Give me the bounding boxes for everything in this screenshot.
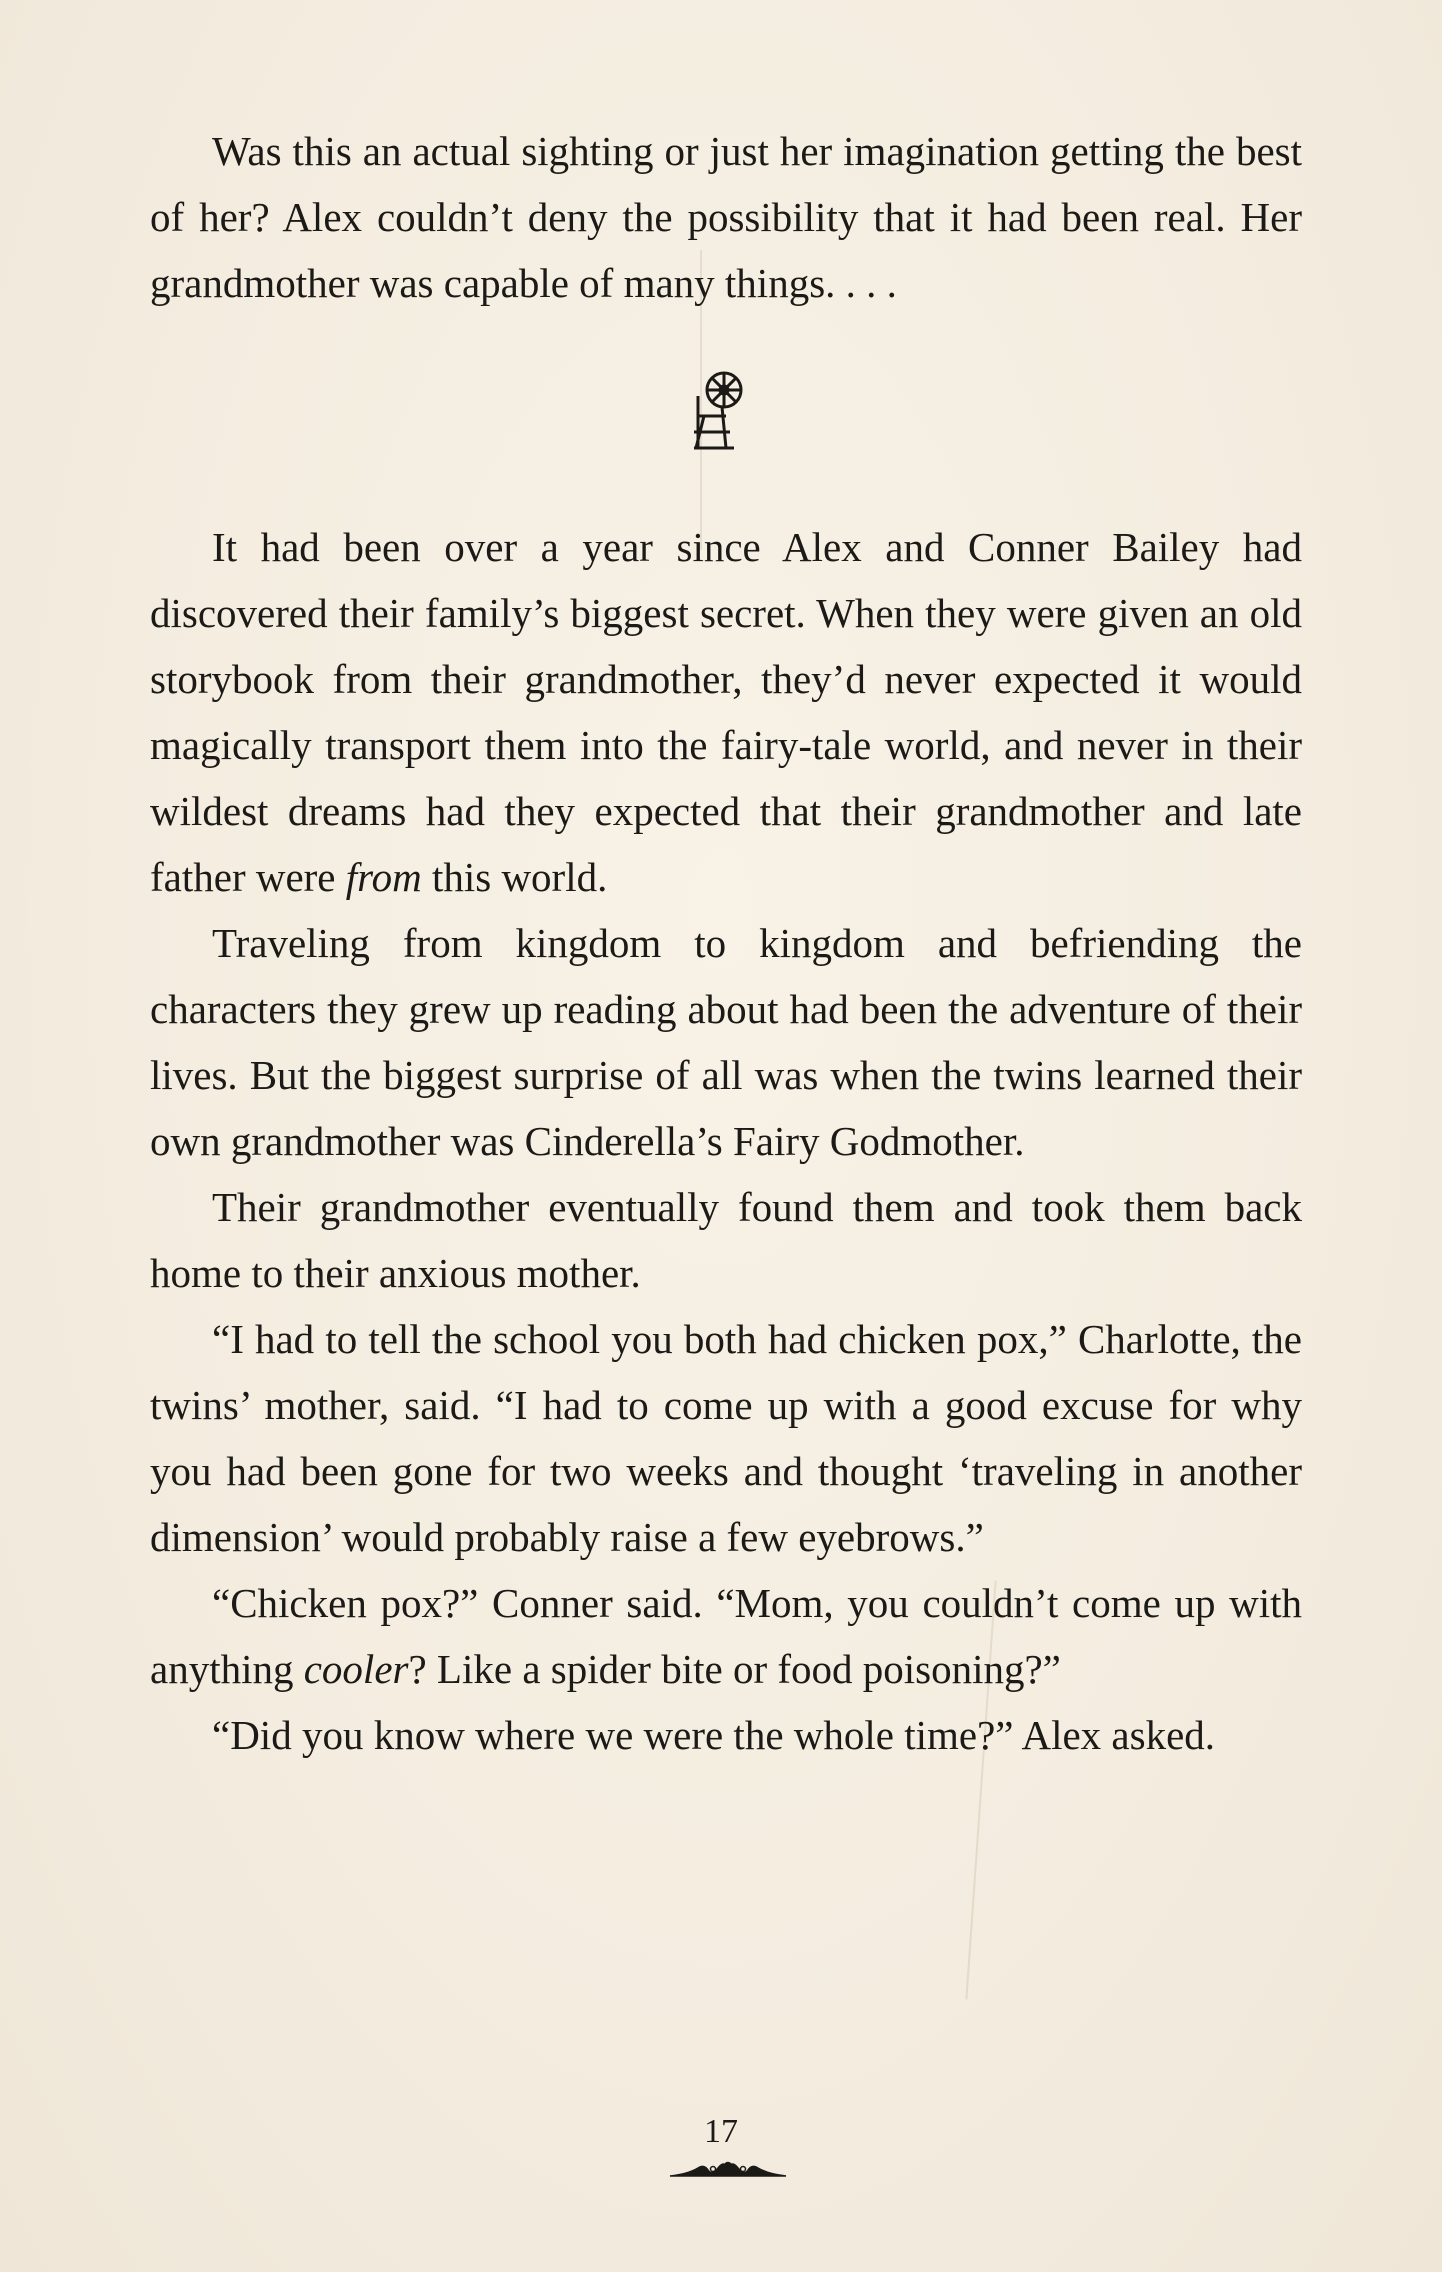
paragraph: “I had to tell the school you both had chicken pox,” Charlotte, the twins’ mother, said. “I had to come up with a good excuse for why you had been gone for two weeks and thought ‘traveling in another dimension’ would probably raise a few eyebrows.”	[150, 1316, 1302, 1560]
paragraph: It had been over a year since Alex and Conner Bailey had discovered their family’s biggest secret. When they were given an old storybook from their grandmother, they’d never expected it would magically transport them into the fairy-tale world, and never in their wildest dreams had they expected that their grandmother and late father were from this world.	[150, 524, 1302, 900]
flourish-icon	[668, 2158, 788, 2180]
paragraph: Traveling from kingdom to kingdom and befriending the characters they grew up reading about had been the adventure of their lives. But the biggest surprise of all was when the twins learned their own grandmother was Cinderella’s Fairy Godmother.	[150, 920, 1302, 1164]
text-block-top	[150, 118, 1302, 316]
page-number: 17	[704, 2113, 738, 2150]
paragraph: “Chicken pox?” Conner said. “Mom, you couldn’t come up with anything cooler? Like a spider bite or food poisoning?”	[150, 1580, 1302, 1692]
paragraph: Their grandmother eventually found them and took them back home to their anxious mother.	[150, 1184, 1302, 1296]
text-block-main	[150, 514, 1302, 1768]
paragraph: Was this an actual sighting or just her imagination getting the best of her? Alex couldn’t deny the possibility that it had been real. Her grandmother was capable of many things. . . .	[150, 128, 1302, 306]
spinning-wheel-icon	[692, 366, 748, 452]
paragraph: “Did you know where we were the whole time?” Alex asked.	[212, 1712, 1216, 1758]
